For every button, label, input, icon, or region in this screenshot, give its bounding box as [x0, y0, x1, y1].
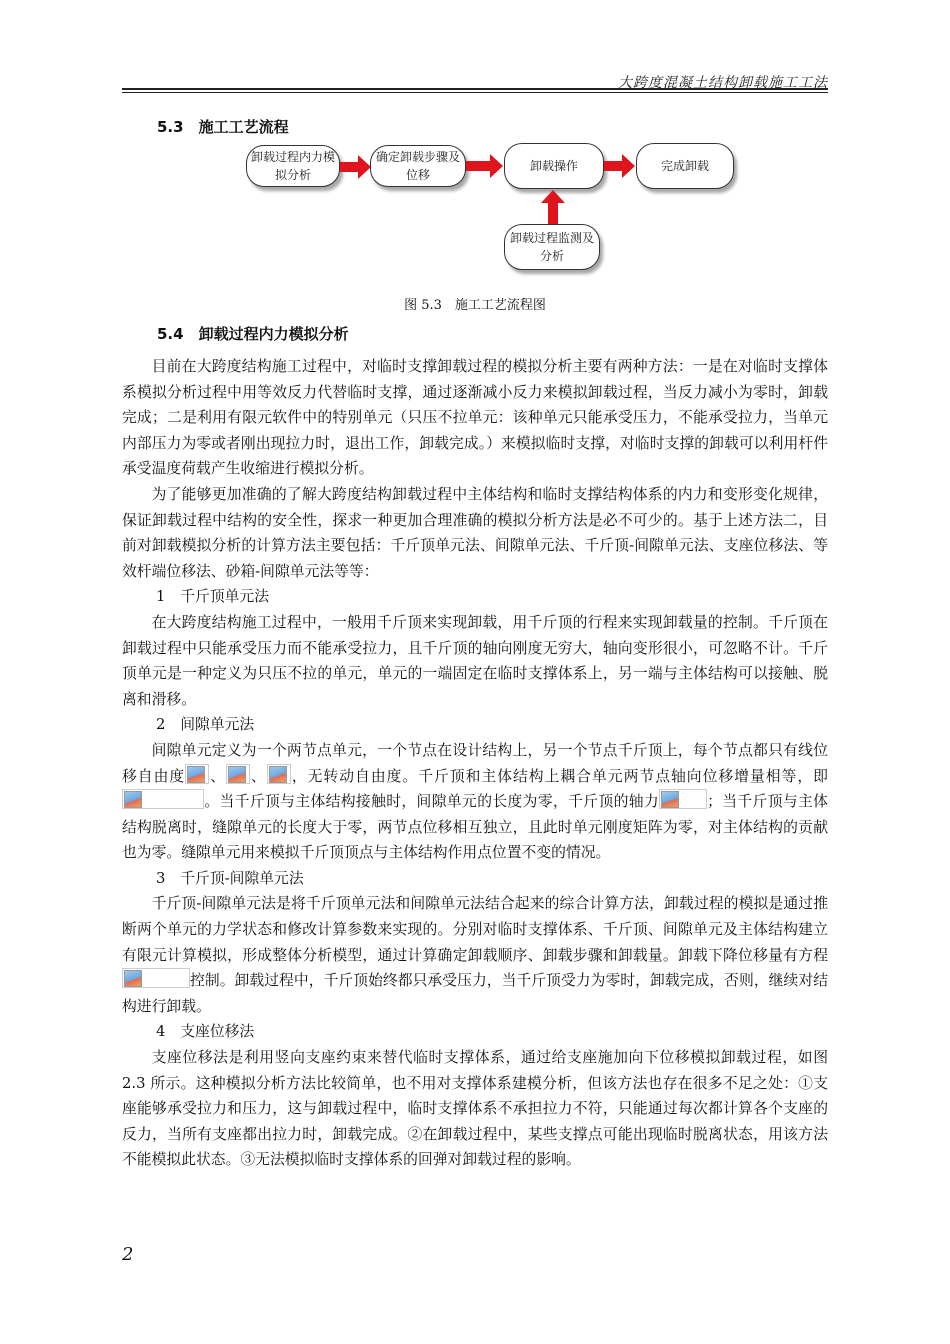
flow-box-simulation-label: 卸载过程内力模拟分析	[250, 150, 335, 182]
method-2-text-c: 。当千斤顶与主体结构接触时，间隙单元的长度为零，千斤顶的轴力	[204, 793, 660, 811]
figure-caption: 图 5.3 施工工艺流程图	[404, 298, 546, 313]
method-4-text: 支座位移法是利用竖向支座约束来替代临时支撑体系，通过给支座施加向下位移模拟卸载过程，如图 2.3 所示。这种模拟分析方法比较简单，也不用对支撑体系建模分析，但该方法也存在很多不足之处：①支座能够承受拉力和压力，这与卸载过程中，临时支撑体系不承担拉力不符，只能通过每次都计算各个支座的反力，当所有支座都出拉力时，卸载完成。②在卸载过程中，某些支撑点可能出现临时脱离状态，用该方法不能模拟此状态。③无法模拟临时支撑体系的回弹对卸载过程的影响。	[122, 1049, 828, 1169]
flow-box-determine-steps-label: 确定卸载步骤及位移	[375, 150, 460, 182]
broken-image-icon	[187, 766, 205, 783]
method-4-title: 4 支座位移法	[156, 1023, 255, 1041]
formula-image-uy	[226, 764, 250, 784]
page-number: 2	[122, 1244, 134, 1265]
flow-box-determine-steps	[370, 145, 466, 187]
broken-image-icon	[661, 791, 679, 808]
header-rule	[122, 88, 828, 90]
running-header-title: 大跨度混凝土结构卸载施工工法	[618, 75, 828, 91]
flow-box-complete	[636, 143, 734, 189]
flow-arrow-2	[466, 154, 504, 178]
flow-arrow-3	[604, 154, 636, 178]
broken-image-icon	[228, 766, 246, 783]
broken-image-icon	[124, 791, 142, 808]
flow-box-simulation	[246, 145, 340, 187]
method-2-text-a: 间隙单元定义为一个两节点单元，一个节点在设计结构上，另一个节点千斤顶上，每个节点都只有线位移自由度	[122, 741, 828, 785]
method-2-title: 2 间隙单元法	[156, 716, 255, 734]
paragraph-1: 目前在大跨度结构施工过程中，对临时支撑卸载过程的模拟分析主要有两种方法：一是在对临时支撑体系模拟分析过程中用等效反力代替临时支撑，通过逐渐减小反力来模拟卸载过程，当反力减小为零时，卸载完成；二是利用有限元软件中的特别单元（只压不拉单元：该种单元只能承受压力，不能承受拉力，当单元内部压力为零或者刚出现拉力时，退出工作，卸载完成。）来模拟临时支撑，对临时支撑的卸载可以利用杆件承受温度荷载产生收缩进行模拟分析。	[122, 358, 828, 478]
formula-image-ux	[185, 764, 209, 784]
flow-arrow-up	[541, 190, 565, 224]
flow-box-monitoring-label: 卸载过程监测及分析	[509, 231, 594, 263]
formula-image-uz	[267, 764, 291, 784]
method-2-text-d: ；当千斤顶与主体结构脱离时，缝隙单元的长度大于零，两节点位移相互独立，且此时单元刚度矩阵为零，对主体结构的贡献也为零。缝隙单元用来模拟千斤顶顶点与主体结构作用点位置不变的情况。	[122, 793, 828, 862]
method-3-text-b: 控制。卸载过程中，千斤顶始终都只承受压力，当千斤顶受力为零时，卸载完成，否则，继续对结构进行卸载。	[122, 972, 828, 1015]
flow-box-monitoring	[504, 224, 600, 270]
section-5-4-heading: 5.4 卸载过程内力模拟分析	[157, 325, 349, 343]
section-5-3-heading: 5.3 施工工艺流程	[157, 118, 289, 136]
paragraph-2: 为了能够更加准确的了解大跨度结构卸载过程中主体结构和临时支撑结构体系的内力和变形变化规律，保证卸载过程中结构的安全性，探求一种更加合理准确的模拟分析方法是必不可少的。基于上述方法二，目前对卸载模拟分析的计算方法主要包括：千斤顶单元法、间隙单元法、千斤顶-间隙单元法、支座位移法、等效杆端位移法、砂箱-间隙单元法等等：	[122, 485, 828, 580]
broken-image-icon	[269, 766, 287, 783]
formula-image-equation	[122, 968, 190, 988]
broken-image-icon	[124, 970, 142, 987]
method-3-title: 3 千斤顶-间隙单元法	[156, 869, 304, 887]
header-rule-thin	[122, 92, 828, 93]
method-3-text	[122, 891, 828, 1019]
method-3-text-a: 千斤顶-间隙单元法是将千斤顶单元法和间隙单元法结合起来的综合计算方法，卸载过程的模拟是通过推断两个单元的力学状态和修改计算参数来实现的。分别对临时支撑体系、千斤顶、间隙单元及主体结构建立有限元计算模拟，形成整体分析模型，通过计算确定卸载顺序、卸载步骤和卸载量。卸载下降位移量有方程	[122, 895, 828, 964]
method-1-title: 1 千斤顶单元法	[156, 588, 270, 606]
method-2-text-b: ，无转动自由度。千斤顶和主体结构上耦合单元两节点轴向位移增量相等，即	[290, 767, 828, 785]
flow-box-unloading-operation	[504, 143, 604, 189]
separator: 、	[250, 767, 267, 785]
formula-image-displacement	[122, 789, 204, 809]
method-2-text	[122, 738, 828, 866]
flow-box-unloading-operation-label: 卸载操作	[529, 159, 578, 173]
method-1-text: 在大跨度结构施工过程中，一般用千斤顶来实现卸载，用千斤顶的行程来实现卸载量的控制。千斤顶在卸载过程中只能承受压力而不能承受拉力，且千斤顶的轴向刚度无穷大，轴向变形很小，可忽略不计。千斤顶单元是一种定义为只压不拉的单元，单元的一端固定在临时支撑体系上，另一端与主体结构可以接触、脱离和滑移。	[122, 613, 828, 708]
separator: 、	[209, 767, 227, 785]
formula-image-axial-force	[659, 789, 707, 809]
flow-box-complete-label: 完成卸载	[660, 159, 709, 173]
flow-arrow-1	[340, 155, 372, 179]
section-5-4-body	[122, 354, 828, 1173]
